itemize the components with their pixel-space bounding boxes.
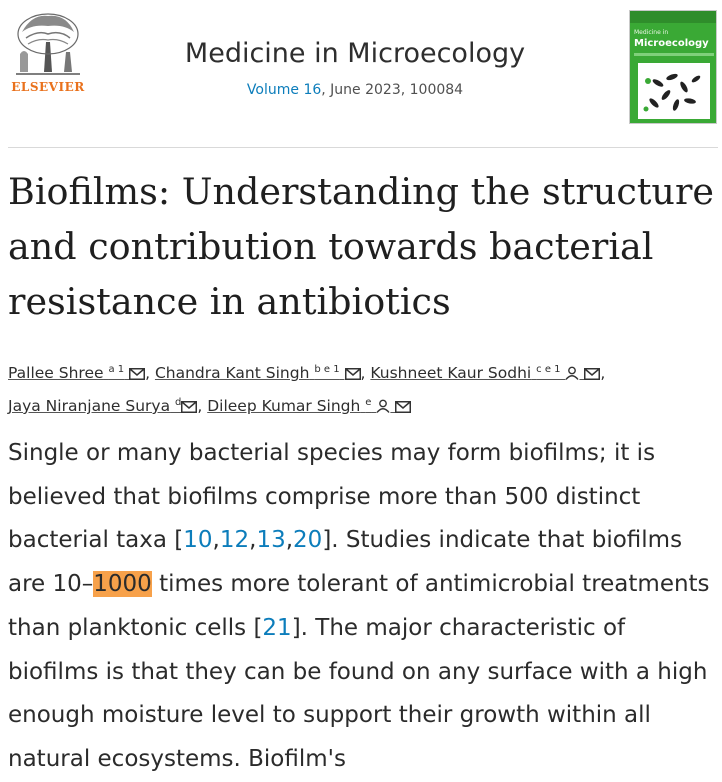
cover-title: Microecology [634, 38, 709, 49]
journal-title[interactable]: Medicine in Microecology [184, 38, 526, 69]
abstract-paragraph: Single or many bacterial species may form biofilms; it is believed that biofilms comprise more than 500 distinct bacterial taxa [10,12,13,20]. Studies indicate that biofilms are 10–1000 times more tolerant of antimicrobial treatments than planktonic cells [21]. The major characteristic of biofilms is that they can be found on any surface with a high enough moisture level to support their growth within all natural ecosystems. Biofilm's [8, 440, 710, 772]
article-title: Biofilms: Understanding the structure and contribution towards bacterial resistance in antibiotics [8, 170, 714, 323]
author-link[interactable]: Pallee Shree $^{a 1}$ [8, 364, 145, 382]
mail-icon[interactable] [345, 361, 361, 389]
journal-issue-info [150, 82, 560, 98]
cover-strip [634, 53, 714, 56]
volume-link[interactable]: Volume 16 [246, 82, 322, 98]
citation-link[interactable]: 21 [262, 614, 292, 641]
author-link[interactable]: Chandra Kant Singh $^{b e 1}$ [155, 364, 361, 382]
mail-icon[interactable] [395, 394, 411, 422]
publisher-name: ELSEVIER [11, 80, 85, 94]
citation-link[interactable]: 12 [219, 527, 250, 554]
mail-icon[interactable] [181, 394, 197, 422]
person-icon[interactable] [376, 394, 390, 422]
person-icon[interactable] [565, 361, 579, 389]
citation-link[interactable]: 20 [293, 527, 323, 554]
author-link[interactable]: Dileep Kumar Singh $^e$ [207, 397, 411, 415]
citation-link[interactable]: 10 [183, 527, 213, 554]
author-link[interactable]: Kushneet Kaur Sodhi $^{c e 1}$ [370, 364, 600, 382]
journal-header [0, 0, 722, 142]
journal-cover[interactable] [629, 10, 717, 124]
cover-subtitle: Medicine in [634, 29, 669, 36]
issue-details: , June 2023, 100084 [321, 82, 464, 98]
author-list: Pallee Shree $^{a 1}$ , Chandra Kant Singh $^{b e 1}$ , Kushneet Kaur Sodhi $^{c e 1}$ , Jaya Niranjane Surya $^d$ , Dileep Kumar Singh $^e$ [8, 356, 720, 422]
cover-top-bar [630, 11, 716, 23]
bacteria-image-icon [638, 63, 710, 119]
cover-image [638, 63, 710, 119]
elsevier-logo[interactable] [8, 8, 88, 100]
mail-icon[interactable] [129, 361, 145, 389]
highlighted-text: 1000 [93, 571, 152, 598]
citation-link[interactable]: 13 [256, 527, 286, 554]
header-divider [8, 147, 718, 148]
mail-icon[interactable] [584, 361, 600, 389]
author-link[interactable]: Jaya Niranjane Surya $^d$ [8, 397, 197, 415]
elsevier-tree-icon [8, 8, 88, 78]
